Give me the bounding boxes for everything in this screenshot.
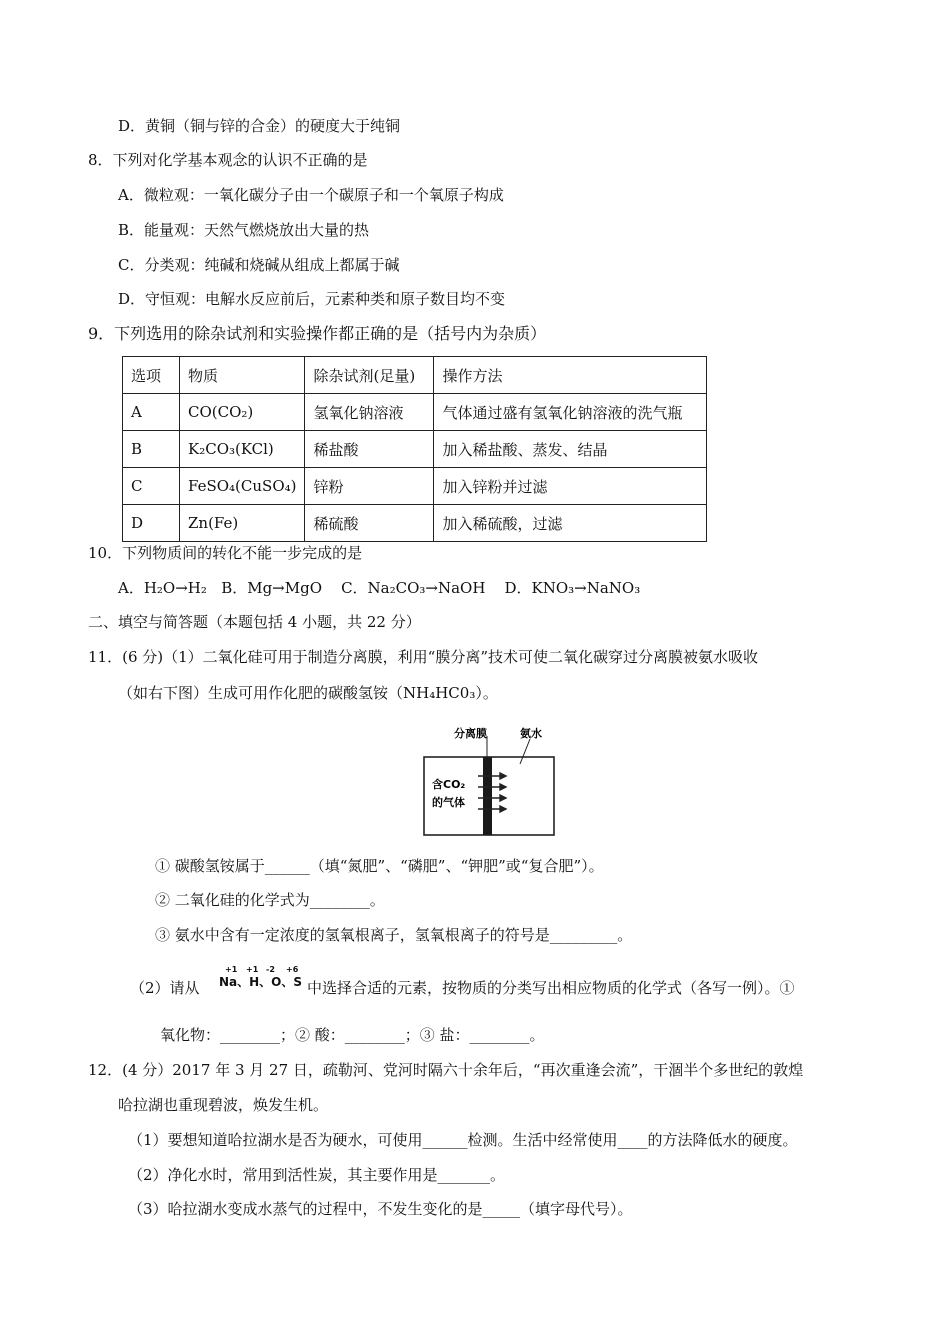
q9-stem: 9．下列选用的除杂试剂和实验操作都正确的是（括号内为杂质）: [88, 324, 547, 343]
membrane-figure: [418, 724, 563, 839]
ion-charge: -2: [266, 966, 275, 974]
q8-option-a: A．微粒观：一氧化碳分子由一个碳原子和一个氧原子构成: [118, 186, 504, 204]
q8-option-c: C．分类观：纯碱和烧碱从组成上都属于碱: [118, 256, 400, 274]
q12-line-1: 12．(4 分）2017 年 3 月 27 日，疏勒河、党河时隔六十余年后，“再次重逢会流”，干涸半个多世纪的敦煌: [88, 1061, 804, 1079]
q8-option-d: D．守恒观：电解水反应前后，元素种类和原子数目均不变: [118, 290, 506, 308]
table-cell: A: [123, 394, 180, 431]
membrane-label: 分离膜: [454, 727, 487, 740]
table-header-row: [123, 357, 707, 394]
table-header-cell: 操作方法: [434, 357, 707, 394]
q12-sub-2: （2）净化水时，常用到活性炭，其主要作用是_______。: [128, 1166, 506, 1184]
q11-line-1: 11．(6 分)（1）二氧化硅可用于制造分离膜，利用“膜分离”技术可使二氧化碳穿过分离膜被氨水吸收: [88, 648, 758, 666]
table-cell: 氢氧化钠溶液: [305, 394, 434, 431]
q11-line-2: （如右下图）生成可用作化肥的碳酸氢铵（NH₄HC0₃）。: [118, 684, 498, 702]
q11-part2-suffix: 中选择合适的元素，按物质的分类写出相应物质的化学式（各写一例）。①: [307, 979, 795, 997]
table-header-cell: 物质: [180, 357, 305, 394]
q12-sub-1: （1）要想知道哈拉湖水是否为硬水，可使用______检测。生活中经常使用____的方法降低水的硬度。: [128, 1131, 798, 1149]
ion-symbols: Na、H、O、S: [219, 975, 303, 989]
table-cell: FeSO₄(CuSO₄): [180, 468, 305, 505]
gas-label-1: 含CO₂: [432, 778, 466, 791]
table-cell: 加入稀硫酸，过滤: [434, 505, 707, 542]
ion-charge: +6: [286, 966, 299, 974]
membrane-diagram: [418, 724, 563, 839]
table-cell: CO(CO₂): [180, 394, 305, 431]
q7-option-d: D．黄铜（铜与锌的合金）的硬度大于纯铜: [118, 117, 401, 135]
q11-sub-3: ③ 氨水中含有一定浓度的氢氧根离子，氢氧根离子的符号是_________。: [155, 926, 633, 944]
table-cell: 稀盐酸: [305, 431, 434, 468]
table-row: [123, 431, 707, 468]
table-cell: B: [123, 431, 180, 468]
table-cell: 加入稀盐酸、蒸发、结晶: [434, 431, 707, 468]
gas-label-2: 的气体: [432, 796, 465, 809]
section-2-heading: 二、填空与简答题（本题包括 4 小题，共 22 分）: [88, 613, 421, 631]
q8-stem: 8．下列对化学基本观念的认识不正确的是: [88, 151, 368, 169]
table-cell: K₂CO₃(KCl): [180, 431, 305, 468]
table-row: [123, 468, 707, 505]
table-cell: 稀硫酸: [305, 505, 434, 542]
table-cell: 加入锌粉并过滤: [434, 468, 707, 505]
ion-charge: +1: [246, 966, 259, 974]
q12-sub-3: （3）哈拉湖水变成水蒸气的过程中，不发生变化的是_____（填字母代号）。: [128, 1200, 633, 1218]
table-row: [123, 505, 707, 542]
q8-option-b: B．能量观：天然气燃烧放出大量的热: [118, 221, 370, 239]
q10-stem: 10．下列物质间的转化不能一步完成的是: [88, 544, 363, 562]
ion-charge: +1: [225, 966, 238, 974]
ammonia-label: 氨水: [520, 727, 542, 740]
table-row: [123, 394, 707, 431]
q11-sub-1: ① 碳酸氢铵属于______（填“氮肥”、“磷肥”、“钾肥”或“复合肥”）。: [155, 857, 604, 875]
q11-part2-prefix: （2）请从: [130, 979, 200, 997]
q10-options: A．H₂O→H₂ B．Mg→MgO C．Na₂CO₃→NaOH D．KNO₃→NaNO₃: [118, 579, 641, 597]
ion-element-list: [215, 966, 305, 990]
q11-part2-line-2: 氧化物：________；② 酸：________；③ 盐：________。: [160, 1026, 545, 1044]
q9-table: [122, 356, 707, 542]
table-cell: 锌粉: [305, 468, 434, 505]
table-cell: Zn(Fe): [180, 505, 305, 542]
q12-line-2: 哈拉湖也重现碧波，焕发生机。: [118, 1096, 329, 1114]
q11-sub-2: ② 二氧化硅的化学式为________。: [155, 891, 385, 909]
table-cell: 气体通过盛有氢氧化钠溶液的洗气瓶: [434, 394, 707, 431]
table-cell: D: [123, 505, 180, 542]
table-header-cell: 除杂试剂(足量): [305, 357, 434, 394]
table-header-cell: 选项: [123, 357, 180, 394]
table-cell: C: [123, 468, 180, 505]
